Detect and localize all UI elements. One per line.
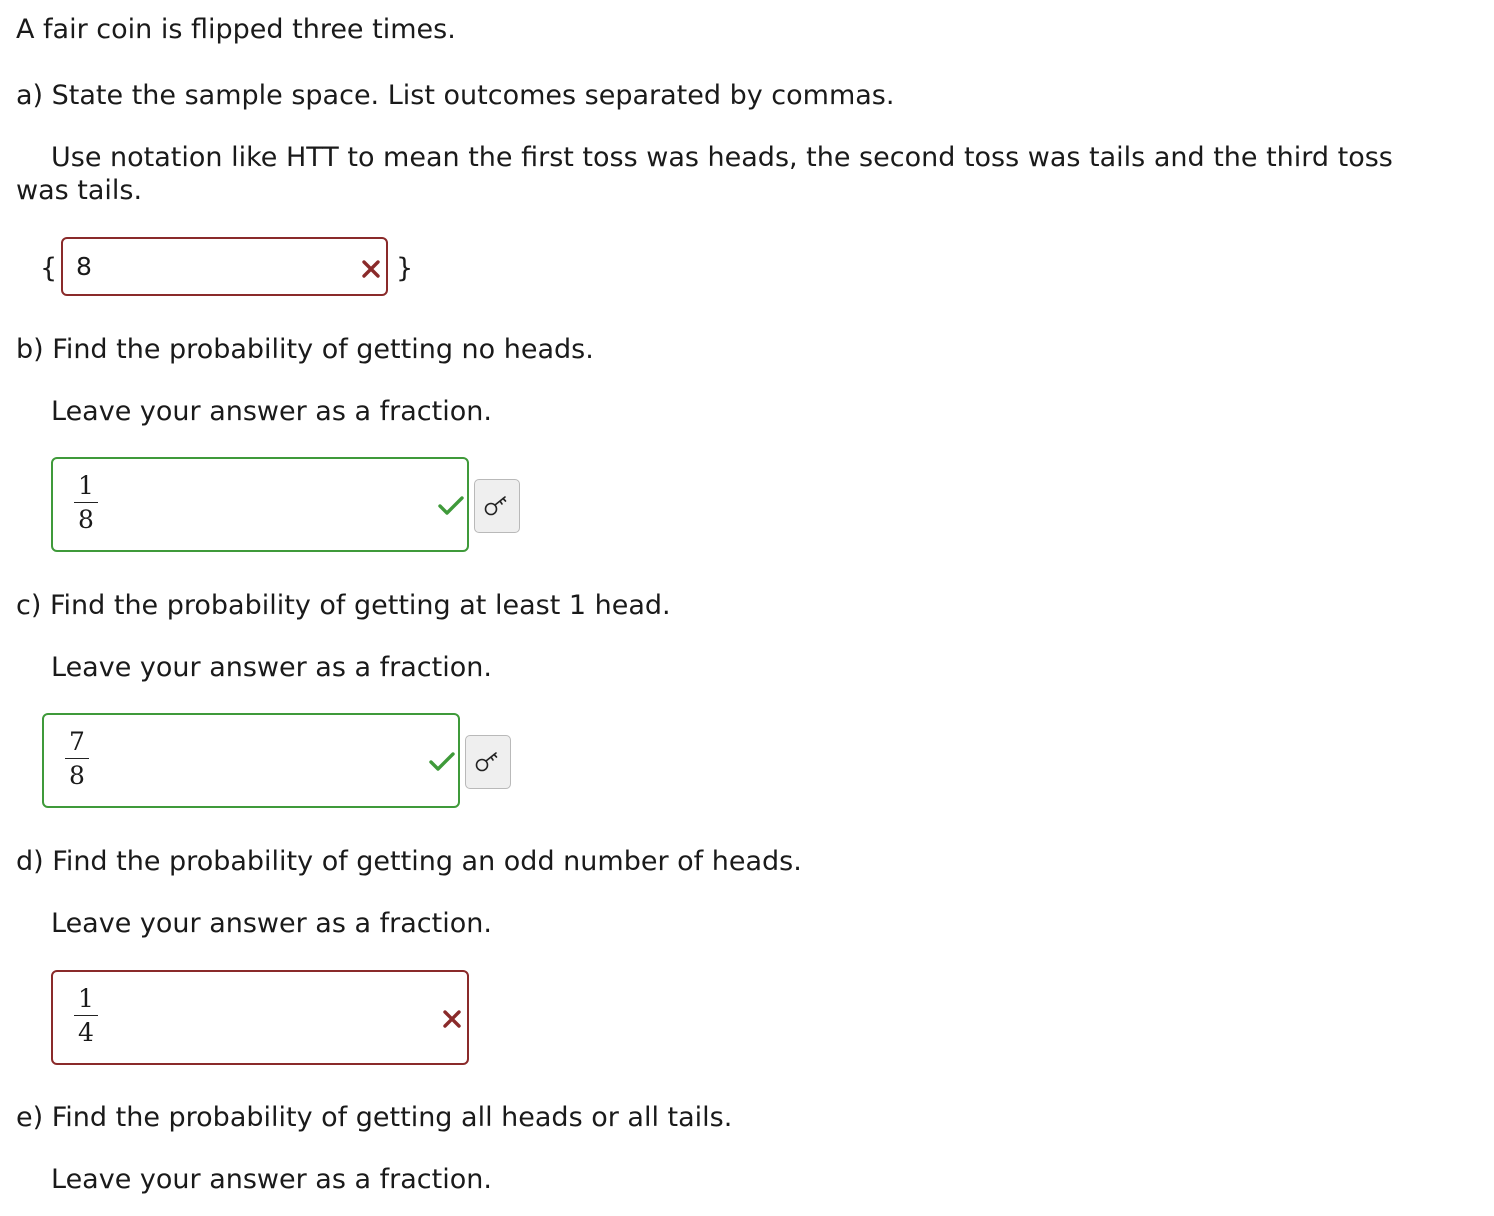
x-icon <box>361 259 381 279</box>
set-close-brace: } <box>396 253 414 284</box>
no-heads-fraction <box>74 472 98 534</box>
odd-heads-fraction <box>74 985 98 1047</box>
part-e-instruction: Leave your answer as a fraction. <box>51 1164 492 1195</box>
part-c-instruction: Leave your answer as a fraction. <box>51 652 492 683</box>
set-open-brace: { <box>40 253 58 284</box>
fraction-denominator: 8 <box>69 761 85 790</box>
key-icon <box>474 750 502 774</box>
part-a-question: a) State the sample space. List outcomes separated by commas. <box>16 80 895 111</box>
part-c-question: c) Find the probability of getting at least 1 head. <box>16 590 671 621</box>
fraction-numerator: 7 <box>69 727 85 756</box>
fraction-denominator: 4 <box>78 1018 94 1047</box>
part-d-instruction: Leave your answer as a fraction. <box>51 908 492 939</box>
problem-intro: A fair coin is flipped three times. <box>16 14 456 45</box>
part-b-question: b) Find the probability of getting no heads. <box>16 334 594 365</box>
show-answer-key-button[interactable] <box>465 735 511 789</box>
check-icon <box>429 752 455 772</box>
part-b-instruction: Leave your answer as a fraction. <box>51 396 492 427</box>
fraction-numerator: 1 <box>78 471 94 500</box>
fraction-denominator: 8 <box>78 505 94 534</box>
at-least-one-head-fraction <box>65 728 89 790</box>
no-heads-answer-input[interactable] <box>51 457 469 552</box>
part-d-question: d) Find the probability of getting an odd number of heads. <box>16 846 802 877</box>
part-e-question: e) Find the probability of getting all heads or all tails. <box>16 1102 733 1133</box>
odd-heads-answer-input[interactable] <box>51 970 469 1065</box>
sample-space-input[interactable] <box>61 237 388 296</box>
fraction-bar <box>74 502 98 503</box>
at-least-one-head-answer-input[interactable] <box>42 713 460 808</box>
x-icon <box>442 1009 462 1029</box>
show-answer-key-button[interactable] <box>474 479 520 533</box>
key-icon <box>483 494 511 518</box>
sample-space-value: 8 <box>76 252 92 281</box>
part-a-note: Use notation like HTT to mean the first toss was heads, the second toss was tails and the third toss was tails. <box>16 142 1393 206</box>
check-icon <box>438 496 464 516</box>
fraction-bar <box>65 758 89 759</box>
fraction-bar <box>74 1015 98 1016</box>
fraction-numerator: 1 <box>78 984 94 1013</box>
